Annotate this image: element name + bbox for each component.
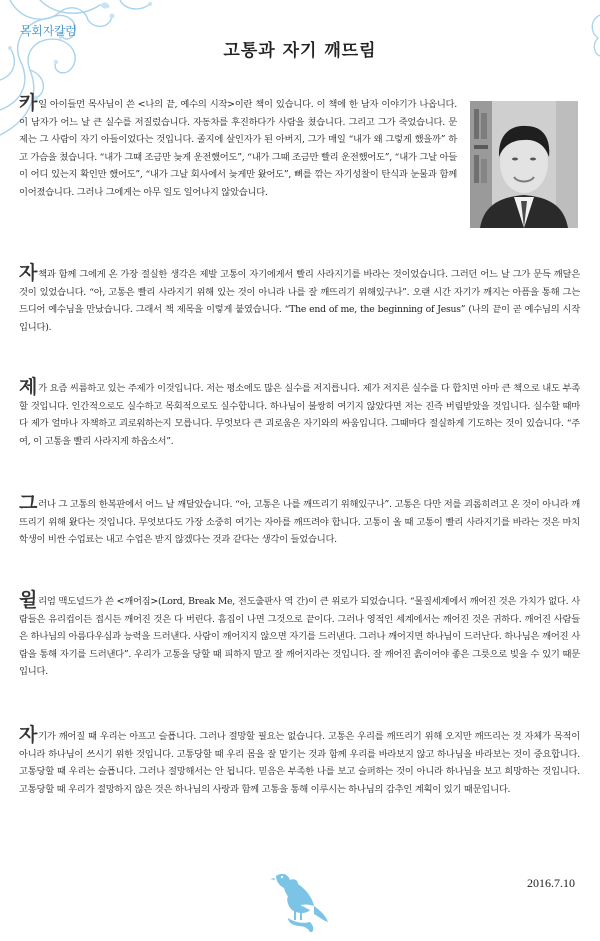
dropcap: 그 [19, 492, 38, 514]
paragraph-4 [19, 492, 580, 549]
paragraph-3 [19, 376, 580, 450]
portrait-photo-icon [470, 101, 578, 228]
paragraph-text: 리엄 맥도널드가 쓴 <깨어짐>(Lord, Break Me, 전도출판사 역 간)이 큰 위로가 되었습니다. “물질세계에서 깨어진 것은 가치가 없다. 사람들은 유리컵이든 접시든 깨어진 것은 다 버린다. 흠집이 나면 그것으로 끝이다. 그러나 영적인 세계에서는 깨어진 것은 귀하다. 깨어진 사람들은 하나님의 아름다우심과 능력을 드러낸다. 사람이 깨어지지 않으면 자기를 드러낸다. 그러나 깨어지면 하나님이 드러난다. 하나님은 깨어진 사람을 통해 자기를 드러낸다”. 우리가 고통을 당할 때 피하지 말고 잘 깨어지라는 것입니다. 잘 깨어진 흙이어야 좋은 그릇으로 빚을 수 있기 때문입니다. [19, 596, 580, 678]
dropcap: 카 [19, 92, 38, 114]
column-date: 2016.7.10 [527, 876, 575, 890]
paragraph-text: 가 요즘 씨름하고 있는 주제가 이것입니다. 저는 평소에도 많은 실수를 저지릅니다. 제가 저지른 실수를 다 합치면 아마 큰 책으로 내도 부족할 것입니다. 인간적으로도 실수하고 목회적으로도 실수합니다. 하나님이 불쌍히 여기지 않았다면 저는 진즉 버림받았을 것입니다. 실수할 때마다 제가 얼마나 자책하고 괴로워하는지 모릅니다. 무엇보다 큰 괴로움은 자기와의 싸움입니다. 그때마다 절실하게 기도하는 것이 있습니다. “주여, 이 고통을 빨리 사라지게 하옵소서”. [19, 383, 580, 447]
paragraph-text: 책과 함께 그에게 온 가장 절실한 생각은 제발 고통이 자기에게서 빨리 사라지기를 바라는 것이었습니다. 그러던 어느 날 그가 문득 깨달은 것이 있었습니다. “아, 고통은 빨리 사라지기 위해 있는 것이 아니라 나를 잘 깨뜨리기 위해있구나”. 오랜 시간 자기가 깨지는 아픔을 통해 그는 드디어 예수님을 만났습니다. 그래서 책 제목을 이렇게 붙였습니다. “The end of me, the beginning of Jesus” (나의 끝이 곧 예수님의 시작입니다). [19, 269, 580, 333]
paragraph-5 [19, 589, 580, 681]
dropcap: 자 [19, 262, 38, 284]
page-title: 고통과 자기 깨뜨림 [223, 41, 377, 61]
paragraph-text: 일 아이들먼 목사님이 쓴 <나의 끝, 예수의 시작>이란 책이 있습니다. 이 책에 한 남자 이야기가 나옵니다. 이 남자가 어느 날 큰 실수를 저질렀습니다. 자동차를 후진하다가 사람을 쳤습니다. 그리고 그가 죽었습니다. 문제는 그 사람이 자기 아들이었다는 것입니다. 졸지에 살인자가 된 아버지, 그가 매일 “내가 왜 그렇게 했을까” 하고 가슴을 쳤습니다. “내가 그때 조금만 늦게 운전했어도”, “내가 그때 조금만 빨리 운전했어도”, “내가 그날 아들이 어디 있는지 확인만 했어도”, “내가 그날 회사에서 늦게만 왔어도”, 뼈를 깎는 자기성찰이 탄식과 눈물과 함께 이어졌습니다. 그러나 그에게는 아무 일도 일어나지 않았습니다. [19, 99, 457, 198]
paragraph-2 [19, 262, 580, 336]
paragraph-text: 기가 깨어질 때 우리는 아프고 슬픕니다. 그러나 절망할 필요는 없습니다. 고통은 우리를 깨뜨리기 위해 오지만 깨뜨리는 것 자체가 목적이 아니라 하나님이 쓰시기 위한 것입니다. 고통당할 때 우리 몸을 잘 맡기는 것과 함께 우리를 바라보지 않고 하나님을 바라보는 것이 중요합니다. 고통당할 때 우리는 슬픕니다. 그러나 절망해서는 안 됩니다. 믿음은 부족한 나를 보고 슬퍼하는 것이 아니라 하나님을 보고 희망하는 것입니다. 고통당할 때 우리가 절망하지 않은 것은 하나님의 사랑과 함께 고통을 통해 이루시는 하나님의 감추인 계획이 있기 때문입니다. [19, 731, 580, 795]
dropcap: 자 [19, 724, 38, 746]
pastor-portrait [470, 101, 578, 228]
dropcap: 윌 [19, 589, 38, 611]
paragraph-1 [19, 92, 457, 202]
paragraph-text: 러나 그 고통의 한복판에서 어느 날 깨달았습니다. “아, 고통은 나를 깨뜨리기 위해있구나”. 고통은 다만 저를 괴롭히려고 온 것이 아니라 깨뜨리기 위해 왔다는 것입니다. 무엇보다도 가장 소중히 여기는 자아를 깨뜨려야 합니다. 고통이 올 때 고통이 빨리 사라지기를 바라는 것은 마치 학생이 비싼 수업료는 내고 수업은 받지 않겠다는 것과 같다는 생각이 들었습니다. [19, 499, 580, 546]
bluebird-icon [268, 866, 330, 932]
paragraph-6 [19, 724, 580, 798]
section-label: 목회자칼럼 [20, 24, 77, 38]
dropcap: 제 [19, 376, 38, 398]
